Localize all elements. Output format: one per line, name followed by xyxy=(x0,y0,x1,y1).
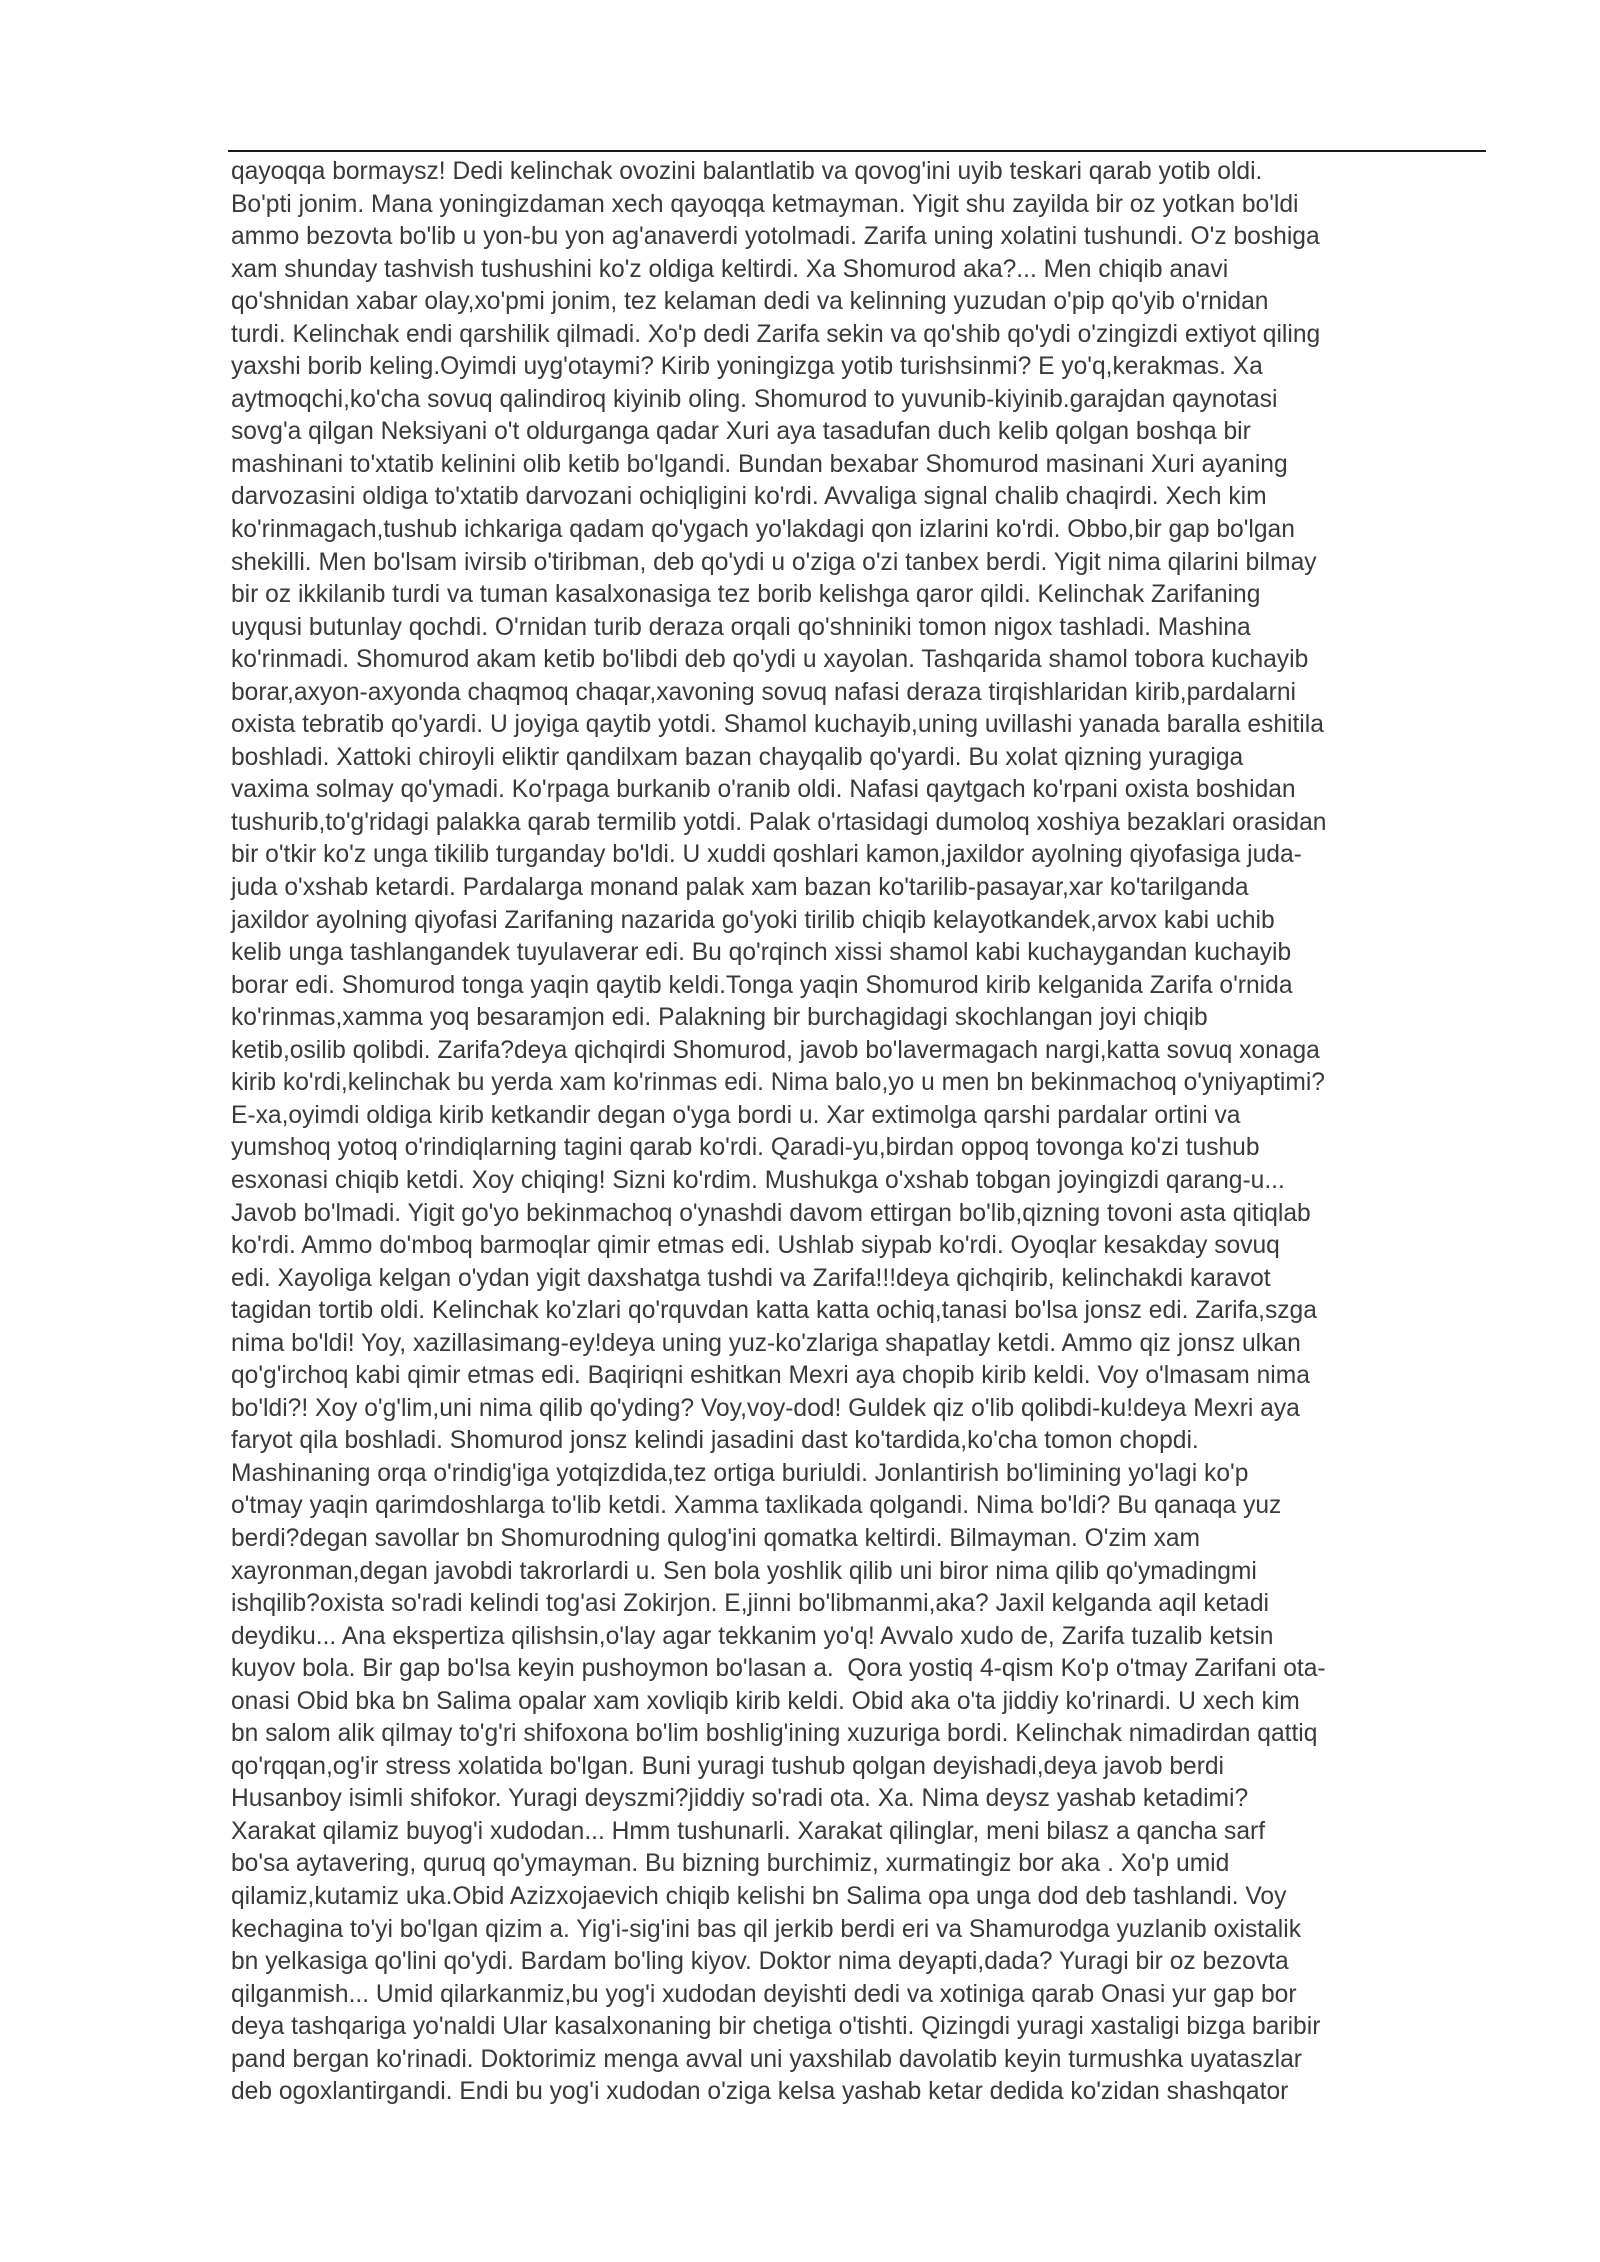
header-rule xyxy=(228,150,1486,152)
body-text: qayoqqa bormaysz! Dedi kelinchak ovozini balantlatib va qovog'ini uyib teskari qarab yotib oldi. Bo'pti jonim. Mana yoningizdaman xech qayoqqa ketmayman. Yigit shu zayilda bir oz yotkan bo'ldi ammo bezovta bo'lib u yon-bu yon ag'anaverdi yotolmadi. Zarifa uning xolatini tushundi. O'z boshiga xam shunday tashvish tushushini ko'z oldiga keltirdi. Xa Shomurod aka?... Men chiqib anavi qo'shnidan xabar olay,xo'pmi jonim, tez kelaman dedi va kelinning yuzudan o'pip qo'yib o'rnidan turdi. Kelinchak endi qarshilik qilmadi. Xo'p dedi Zarifa sekin va qo'shib qo'ydi o'zingizdi extiyot qiling yaxshi borib keling.Oyimdi uyg'otaymi? Kirib yoningizga yotib turishsinmi? E yo'q,kerakmas. Xa aytmoqchi,ko'cha sovuq qalindiroq kiyinib oling. Shomurod to yuvunib-kiyinib.garajdan qaynotasi sovg'a qilgan Neksiyani o't oldurganga qadar Xuri aya tasadufan duch kelib qolgan boshqa bir mashinani to'xtatib kelinini olib ketib bo'lgandi. Bundan bexabar Shomurod masinani Xuri ayaning darvozasini oldiga to'xtatib darvozani ochiqligini ko'rdi. Avvaliga signal chalib chaqirdi. Xech kim ko'rinmagach,tushub ichkariga qadam qo'ygach yo'lakdagi qon izlarini ko'rdi. Obbo,bir gap bo'lgan shekilli. Men bo'lsam ivirsib o'tiribman, deb qo'ydi u o'ziga o'zi tanbex berdi. Yigit nima qilarini bilmay bir oz ikkilanib turdi va tuman kasalxonasiga tez borib kelishga qaror qildi. Kelinchak Zarifaning uyqusi butunlay qochdi. O'rnidan turib deraza orqali qo'shniniki tomon nigox tashladi. Mashina ko'rinmadi. Shomurod akam ketib bo'libdi deb qo'ydi u xayolan. Tashqarida shamol tobora kuchayib borar,axyon-axyonda chaqmoq chaqar,xavoning sovuq nafasi deraza tirqishlaridan kirib,pardalarni oxista tebratib qo'yardi. U joyiga qaytib yotdi. Shamol kuchayib,uning uvillashi yanada baralla eshitila boshladi. Xattoki chiroyli eliktir qandilxam bazan chayqalib qo'yardi. Bu xolat qizning yuragiga vaxima solmay qo'ymadi. Ko'rpaga burkanib o'ranib oldi. Nafasi qaytgach ko'rpani oxista boshidan tushurib,to'g'ridagi palakka qarab termilib yotdi. Palak o'rtasidagi dumoloq xoshiya bezaklari orasidan bir o'tkir ko'z unga tikilib turganday bo'ldi. U xuddi qoshlari kamon,jaxildor ayolning qiyofasiga juda- juda o'xshab ketardi. Pardalarga monand palak xam bazan ko'tarilib-pasayar,xar ko'tarilganda jaxildor ayolning qiyofasi Zarifaning nazarida go'yoki tirilib chiqib kelayotkandek,arvox kabi uchib kelib unga tashlangandek tuyulaverar edi. Bu qo'rqinch xissi shamol kabi kuchaygandan kuchayib borar edi. Shomurod tonga yaqin qaytib keldi.Tonga yaqin Shomurod kirib kelganida Zarifa o'rnida ko'rinmas,xamma yoq besaramjon edi. Palakning bir burchagidagi skochlangan joyi chiqib ketib,osilib qolibdi. Zarifa?deya qichqirdi Shomurod, javob bo'lavermagach nargi,katta sovuq xonaga kirib ko'rdi,kelinchak bu yerda xam ko'rinmas edi. Nima balo,yo u men bn bekinmachoq o'yniyaptimi? E-xa,oyimdi oldiga kirib ketkandir degan o'yga bordi u. Xar extimolga qarshi pardalar ortini va yumshoq yotoq o'rindiqlarning tagini qarab ko'rdi. Qaradi-yu,birdan oppoq tovonga ko'zi tushub esxonasi chiqib ketdi. Xoy chiqing! Sizni ko'rdim. Mushukga o'xshab tobgan joyingizdi qarang-u... Javob bo'lmadi. Yigit go'yo bekinmachoq o'ynashdi davom ettirgan bo'lib,qizning tovoni asta qitiqlab ko'rdi. Ammo do'mboq barmoqlar qimir etmas edi. Ushlab siypab ko'rdi. Oyoqlar kesakday sovuq edi. Xayoliga kelgan o'ydan yigit daxshatga tushdi va Zarifa!!!deya qichqirib, kelinchakdi karavot tagidan tortib oldi. Kelinchak ko'zlari qo'rquvdan katta katta ochiq,tanasi bo'lsa jonsz edi. Zarifa,szga nima bo'ldi! Yoy, xazillasimang-ey!deya uning yuz-ko'zlariga shapatlay ketdi. Ammo qiz jonsz ulkan qo'g'irchoq kabi qimir etmas edi. Baqiriqni eshitkan Mexri aya chopib kirib keldi. Voy o'lmasam nima bo'ldi?! Xoy o'g'lim,uni nima qilib qo'yding? Voy,voy-dod! Guldek qiz o'lib qolibdi-ku!deya Mexri aya faryot qila boshladi. Shomurod jonsz kelindi jasadini dast ko'tardida,ko'cha tomon chopdi. Mashinaning orqa o'rindig'iga yotqizdida,tez ortiga buriuldi. Jonlantirish bo'limining yo'lagi ko'p o'tmay yaqin qarimdoshlarga to'lib ketdi. Xamma taxlikada qolgandi. Nima bo'ldi? Bu qanaqa yuz berdi?degan savollar bn Shomurodning qulog'ini qomatka keltirdi. Bilmayman. O'zim xam xayronman,degan javobdi takrorlardi u. Sen bola yoshlik qilib uni biror nima qilib qo'ymadingmi ishqilib?oxista so'radi kelindi tog'asi Zokirjon. E,jinni bo'libmanmi,aka? Jaxil kelganda aqil ketadi deydiku... Ana ekspertiza qilishsin,o'lay agar tekkanim yo'q! Avvalo xudo de, Zarifa tuzalib ketsin kuyov bola. Bir gap bo'lsa keyin pushoymon bo'lasan a. Qora yostiq 4-qism Ko'p o'tmay Zarifani ota- onasi Obid bka bn Salima opalar xam xovliqib kirib keldi. Obid aka o'ta jiddiy ko'rinardi. U xech kim bn salom alik qilmay to'g'ri shifoxona bo'lim boshlig'ining xuzuriga bordi. Kelinchak nimadirdan qattiq qo'rqqan,og'ir stress xolatida bo'lgan. Buni yuragi tushub qolgan deyishadi,deya javob berdi Husanboy isimli shifokor. Yuragi deyszmi?jiddiy so'radi ota. Xa. Nima deysz yashab ketadimi? Xarakat qilamiz buyog'i xudodan... Hmm tushunarli. Xarakat qilinglar, meni bilasz a qancha sarf bo'sa aytavering, quruq qo'ymayman. Bu bizning burchimiz, xurmatingiz bor aka . Xo'p umid qilamiz,kutamiz uka.Obid Azizxojaevich chiqib kelishi bn Salima opa unga dod deb tashlandi. Voy kechagina to'yi bo'lgan qizim a. Yig'i-sig'ini bas qil jerkib berdi eri va Shamurodga yuzlanib oxistalik bn yelkasiga qo'lini qo'ydi. Bardam bo'ling kiyov. Doktor nima deyapti,dada? Yuragi bir oz bezovta qilganmish... Umid qilarkanmiz,bu yog'i xudodan deyishti dedi va xotiniga qarab Onasi yur gap bor deya tashqariga yo'naldi Ular kasalxonaning bir chetiga o'tishti. Qizingdi yuragi xastaligi bizga baribir pand bergan ko'rinadi. Doktorimiz menga avval uni yaxshilab davolatib keyin turmushka uyataszlar deb ogoxlantirgandi. Endi bu yog'i xudodan o'ziga kelsa yashab ketar dedida ko'zidan shashqator xyxy=(231,158,1327,2106)
